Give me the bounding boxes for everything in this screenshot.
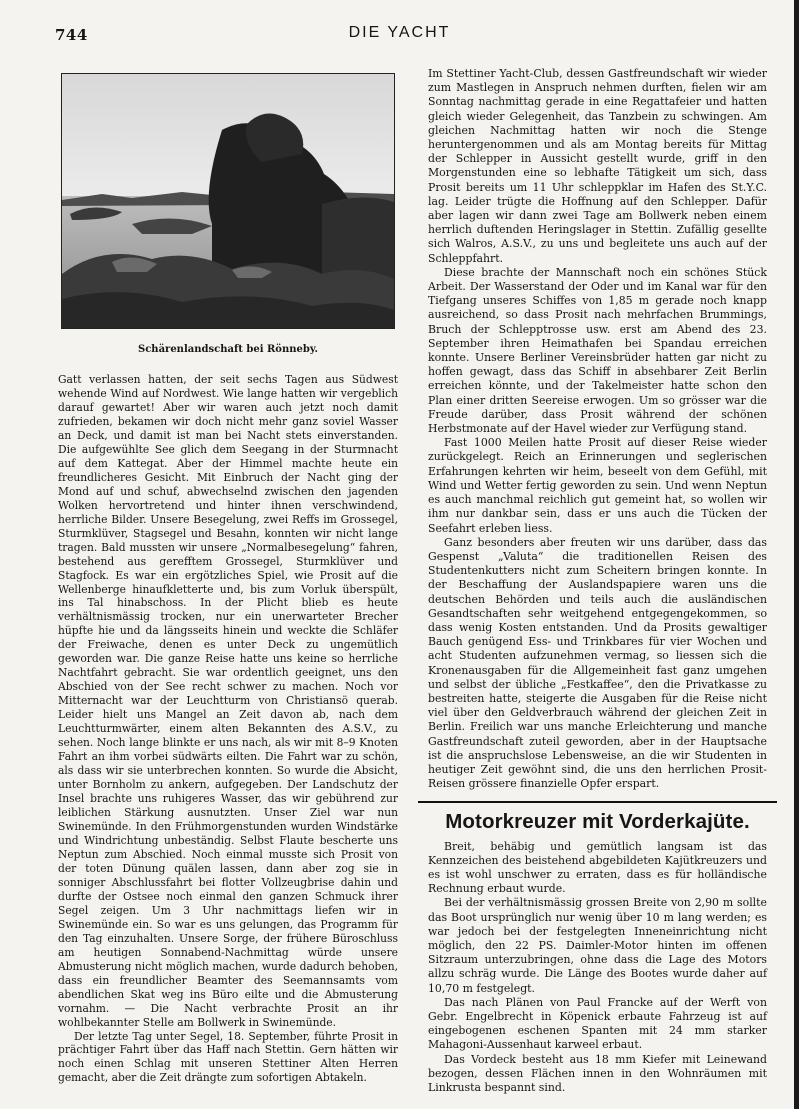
- paragraph: Das nach Plänen von Paul Francke auf der Werft von Gebr. Engelbrecht in Köpenick erbaute Fahrzeug ist auf eingebogenen eschenen Spanten mit 24 mm starker Mahagoni-Aussenhaut karweel erbaut.: [428, 995, 767, 1052]
- paragraph: Bei der verhältnismässig grossen Breite von 2,90 m sollte das Boot ursprünglich nur wenig über 10 m lang werden; es war jedoch bei der festgelegten Inneneinrichtung nicht möglich, den 22 PS. Daimler-Motor hinten im offenen Sitzraum unterzubringen, ohne dass die Lage des Motors allzu schräg wurde. Die Länge des Bootes wurde daher auf 10,70 m festgelegt.: [428, 896, 767, 995]
- paragraph: Diese brachte der Mannschaft noch ein schönes Stück Arbeit. Der Wasserstand der Oder und im Kanal war für den Tiefgang unseres Schiffes von 1,85 m gerade noch knapp ausreichend, so dass Prosit nach mehrfachen Brummings, Bruch der Schlepptrosse usw. erst am Abend des 23. September ihren Heimathafen bei Spandau erreichen konnte. Unsere Berliner Vereinsbrüder hatten gar nicht zu hoffen gewagt, dass das Schiff in absehbarer Zeit Berlin erreichen könnte, und der Takelmeister hatte schon den Plan einer dritten Seereise erwogen. Um so grösser war die Freude darüber, dass Prosit während der schönen Herbstmonate auf der Havel wieder zur Verfügung stand.: [428, 265, 767, 436]
- right-column: [428, 67, 767, 1095]
- paragraph: Gatt verlassen hatten, der seit sechs Tagen aus Südwest wehende Wind auf Nordwest. Wie lange hatten wir vergeblich darauf gewartet! Aber wir waren auch jetzt noch damit zufrieden, bekamen wir doch nicht mehr ganz soviel Wasser an Deck, und damit ist man bei Nacht stets einverstanden. Die aufgewühlte See glich dem Seegang in der Sturmnacht auf dem Kattegat. Aber der Himmel machte heute ein freundlicheres Gesicht. Mit Einbruch der Nacht ging der Mond auf und schuf, abwechselnd zwischen den jagenden Wolken hervortretend und hinter ihnen verschwindend, herrliche Bilder. Unsere Besegelung, zwei Reffs im Grossegel, Sturmklüver, Stagsegel und Besahn, konnten wir nicht lange tragen. Bald mussten wir unsere „Normalbesegelung“ fahren, bestehend aus gerefftem Grossegel, Sturmklüver und Stagfock. Es war ein ergötzliches Spiel, wie Prosit auf die Wellenberge hinaufkletterte und, bis zum Vorluk überspült, ins Tal hinabschoss. In der Plicht blieb es heute verhältnismässig trocken, nur ein unerwarteter Brecher hüpfte hie und da längsseits hinein und weckte die Schläfer der Freiwache, denen es unter Deck zu ungemütlich geworden war. Die ganze Reise hatte uns keine so herrliche Nachtfahrt gebracht. Sie war ordentlich geeignet, uns den Abschied von der See recht schwer zu machen. Noch vor Mitternacht war der Leuchtturm von Christiansö querab. Leider hielt uns Mangel an Zeit davon ab, nach dem Leuchtturmwärter, einem alten Bekannten des A.S.V., zu sehen. Noch lange blinkte er uns nach, als wir mit 8–9 Knoten Fahrt an ihm vorbei südwärts eilten. Die Fahrt war zu schön, als dass wir sie unterbrechen konnten. So wurde die Absicht, unter Bornholm zu ankern, aufgegeben. Der Landschutz der Insel brachte uns ruhigeres Wasser, das wir gebührend zur leiblichen Stärkung ausnutzten. Unser Ziel war nun Swinemünde. In den Frühmorgenstunden wurden Windstärke und Windrichtung unbeständig. Selbst Flaute bescherte uns Neptun zum Abschied. Noch einmal musste sich Prosit von der toten Dünung quälen lassen, dann aber zog sie in sonniger Abschlussfahrt bei flotter Vollzeugbrise dahin und durfte der Ostsee noch einmal den ganzen Schmuck ihrer Segel zeigen. Um 3 Uhr nachmittags liefen wir in Swinemünde ein. So war es uns gelungen, das Programm für den Tag einzuhalten. Unsere Sorge, der frühere Büroschluss am heutigen Sonnabend-Nachmittag würde unsere Abmusterung nicht möglich machen, wurde dadurch behoben, dass ein freundlicher Beamter des Seemannsamts vom abendlichen Skat weg ins Büro eilte und die Abmusterung vornahm. — Die Nacht verbrachte Prosit an ihr wohlbekannter Stelle am Bollwerk in Swinemünde.: [58, 372, 398, 1029]
- paragraph: Das Vordeck besteht aus 18 mm Kiefer mit Leinewand bezogen, dessen Flächen innen in den Wohnräumen mit Linkrusta bespannt sind.: [428, 1052, 767, 1095]
- paragraph: Im Stettiner Yacht-Club, dessen Gastfreundschaft wir wieder zum Mastlegen in Anspruch nehmen durften, fielen wir am Sonntag nachmittag gerade in eine Regattafeier und hatten gleich wieder Gelegenheit, das Tanzbein zu schwingen. Am gleichen Nachmittag hatten wir noch die Stenge heruntergenommen und als am Montag bereits für Mittag der Schlepper in Aussicht gestellt wurde, griff in den Morgenstunden eine so lebhafte Tätigkeit um sich, dass Prosit bereits um 11 Uhr schleppklar im Hafen des St.Y.C. lag. Leider trügte die Hoffnung auf den Schlepper. Dafür aber lagen wir dann zwei Tage am Bollwerk neben einem herrlich duftenden Heringslager in Stettin. Zufällig gesellte sich Walros, A.S.V., zu uns und begleitete uns auch auf der Schleppfahrt.: [428, 67, 767, 265]
- article-divider: [418, 801, 777, 803]
- paragraph: Der letzte Tag unter Segel, 18. September, führte Prosit in prächtiger Fahrt über das Haff nach Stettin. Gern hätten wir noch einen Schlag mit unseren Stettiner Alten Herren gemacht, aber die Zeit drängte zum sofortigen Abtakeln.: [58, 1029, 398, 1085]
- photo: [61, 73, 395, 329]
- paragraph: Ganz besonders aber freuten wir uns darüber, dass das Gespenst „Valuta“ die traditionellen Reisen des Studentenkutters nicht zum Scheitern bringen konnte. In der Beschaffung der Auslandspapiere waren uns die deutschen Behörden und teils auch die ausländischen Gesandtschaften sehr weitgehend entgegengekommen, so dass wenig Kosten entstanden. Und da Prosits gewaltiger Bauch genügend Ess- und Trinkbares für vier Wochen und acht Studenten aufzunehmen vermag, so liessen sich die Kronenausgaben für die Allgemeinheit fast ganz umgehen und selbst der übliche „Festkaffee“, den die Privatkasse zu bestreiten hatte, steigerte die Ausgaben für die Reise nicht viel über den Geldverbrauch während der gleichen Zeit in Berlin. Freilich war uns manche Erleichterung und manche Gastfreundschaft zuteil geworden, aber in der Hauptsache ist die anspruchslose Lebensweise, an die wir Studenten in heutiger Zeit gewöhnt sind, die uns den herrlichen Prosit-Reisen grössere finanzielle Opfer erspart.: [428, 535, 767, 791]
- article-title: Motorkreuzer mit Vorderkajüte.: [445, 810, 750, 834]
- left-column: [58, 67, 398, 1085]
- scan-edge: [794, 0, 799, 1109]
- page-number: 744: [55, 26, 88, 44]
- running-title: DIE YACHT: [348, 24, 451, 41]
- paragraph: Breit, behäbig und gemütlich langsam ist das Kennzeichen des beistehend abgebildeten Kajütkreuzers und es ist wohl unschwer zu erraten, dass es für holländische Rechnung erbaut wurde.: [428, 839, 767, 896]
- photo-caption: Schärenlandschaft bei Rönneby.: [137, 344, 319, 355]
- paragraph: Fast 1000 Meilen hatte Prosit auf dieser Reise wieder zurückgelegt. Reich an Erinnerungen und seglerischen Erfahrungen kehrten wir heim, beseelt von dem Gefühl, mit Wind und Wetter fertig geworden zu sein. Und wenn Neptun es auch manchmal reichlich gut gemeint hat, so wollen wir ihm nur dankbar sein, dass er uns auch die Tücken der Seefahrt erleben liess.: [428, 436, 767, 535]
